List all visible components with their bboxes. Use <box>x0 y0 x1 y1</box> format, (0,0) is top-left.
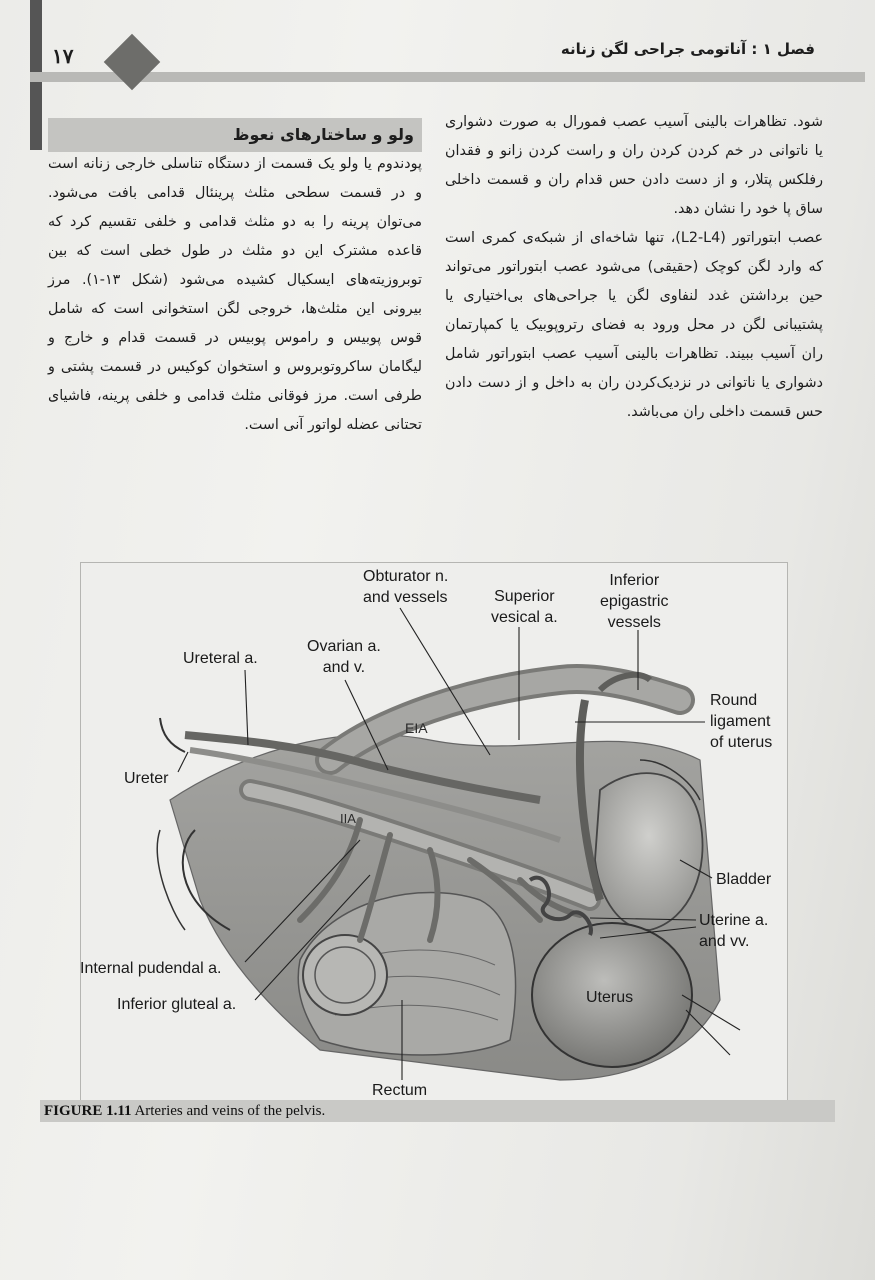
label-uterine: Uterine a. and vv. <box>699 912 769 950</box>
label-iia: IIA <box>340 811 356 826</box>
label-ureteral: Ureteral a. <box>183 650 258 667</box>
paragraph: عصب ابتوراتور (L2-L4)، تنها شاخه‌ای از شبکه‌ی کمری است که وارد لگن کوچک (حقیقی) می‌شود عصب ابتوراتور می‌تواند حین برداشتن غدد لنفاوی لگن یا جراحی‌های بی‌اختیاری یا پشتیبانی لگن در محل ورود به فضای رتروپوبیک یا کمپارتمان ران آسیب ببیند. تظاهرات بالینی آسیب عصب ابتوراتور شامل دشواری یا ناتوانی در نزدیک‌کردن ران به داخل و از دست دادن حس قسمت داخلی ران می‌باشد. <box>445 230 823 420</box>
label-internal-pudendal: Internal pudendal a. <box>80 960 222 977</box>
caption-text: Arteries and veins of the pelvis. <box>131 1103 326 1119</box>
label-obturator: Obturator n. and vessels <box>363 568 449 606</box>
paragraph: شود. تظاهرات بالینی آسیب عصب فمورال به صورت دشواری یا ناتوانی در خم کردن کردن ران و راست کردن زانو و فقدان رفلکس پتلار، و از دست دادن حس قدام ران و قسمت داخلی ساق پا خود را نشان دهد. <box>445 114 823 217</box>
label-ureter: Ureter <box>124 770 169 787</box>
label-rectum: Rectum <box>372 1082 428 1099</box>
label-eia: EIA <box>405 720 428 736</box>
label-uterus: Uterus <box>586 989 634 1006</box>
label-ovarian: Ovarian a. and v. <box>307 638 381 676</box>
page-number: ۱۷ <box>52 44 74 68</box>
label-inferior-gluteal: Inferior gluteal a. <box>117 996 237 1013</box>
figure-caption <box>44 1100 325 1122</box>
chapter-title: فصل ۱ : آناتومی جراحی لگن زنانه <box>560 40 815 58</box>
caption-label: FIGURE 1.11 <box>44 1103 132 1119</box>
label-superior-vesical: Superior vesical a. <box>491 588 558 626</box>
label-round-ligament: Round ligament of uterus <box>710 692 773 751</box>
label-inferior-epigastric: Inferior epigastric vessels <box>600 572 669 631</box>
label-bladder: Bladder <box>716 871 772 888</box>
section-heading: ولو و ساختارهای نعوظ <box>48 118 422 152</box>
paragraph: پودندوم یا ولو یک قسمت از دستگاه تناسلی خارجی زنانه است و در قسمت سطحی مثلث پرینئال قدامی بافت می‌شود. می‌توان پرینه را به دو مثلث قدامی و خلفی تقسیم کرد که قاعده مشترک این دو مثلث در طول خطی است که بین توبروزیته‌های ایسکیال کشیده می‌شود (شکل ۱۳-۱). مرز بیرونی این مثلث‌ها، خروجی لگن استخوانی است که شامل قوس پوبیس و راموس پوبیس در قسمت قدام و خارج و لیگامان ساکروتوبروس و استخوان کوکیس در قسمت پشتی و طرفی است. مرز فوقانی مثلث قدامی و خلفی پرینه، فاشیای تحتانی عضله لواتور آنی است. <box>48 156 422 433</box>
